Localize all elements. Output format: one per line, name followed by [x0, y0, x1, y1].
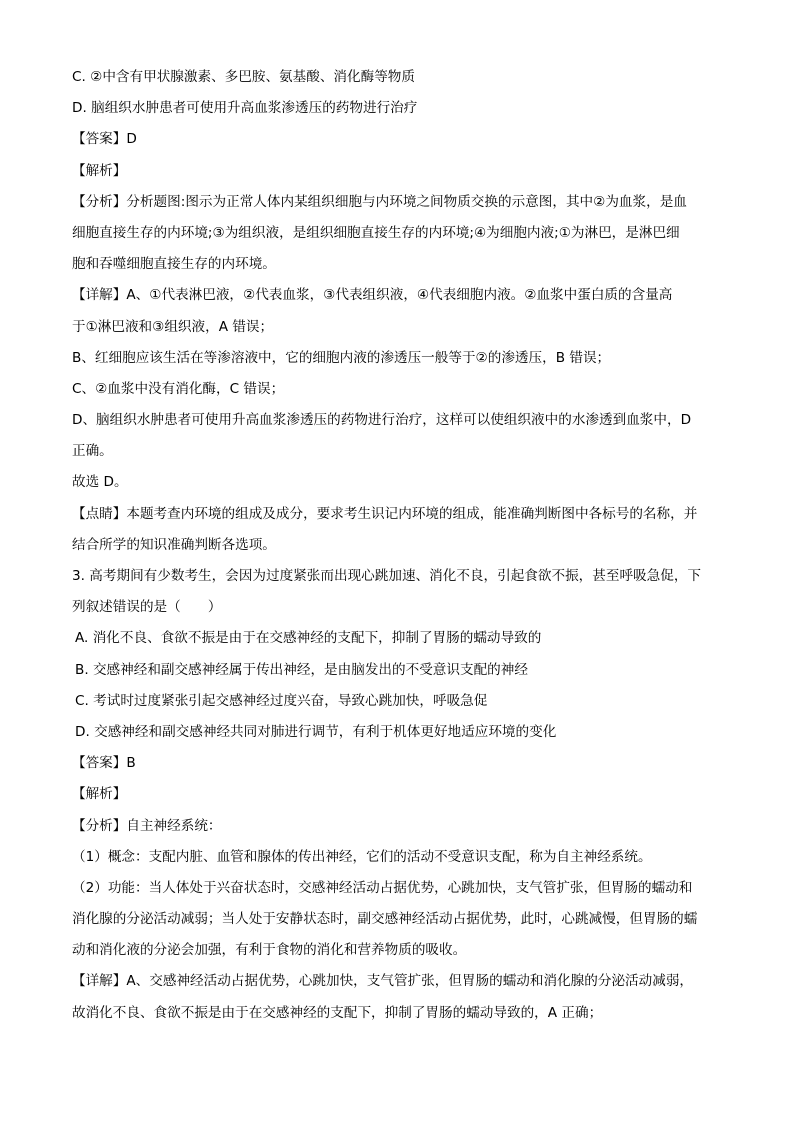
analysis-text: 胞和吞噬细胞直接生存的内环境。: [72, 256, 276, 273]
detail-text: B、红细胞应该生活在等渗溶液中，它的细胞内液的渗透压一般等于②的渗透压，B 错误；: [72, 349, 611, 366]
analysis-text: 【分析】自主神经系统：: [72, 817, 222, 834]
detail-text: 【详解】A、交感神经活动占据优势，心跳加快，支气管扩张，但胃肠的蠕动和消化腺的分泌活动减弱，: [72, 973, 694, 990]
answer-label: 【答案】B: [72, 755, 136, 772]
analysis-text: 细胞直接生存的内环境;③为组织液，是组织细胞直接生存的内环境;④为细胞内液;①为淋巴，是淋巴细: [72, 224, 680, 241]
comment-text: 【点睛】本题考查内环境的组成及成分，要求考生识记内环境的组成，能准确判断图中各标号的名称，并: [72, 505, 698, 522]
option-c: C. 考试时过度紧张引起交感神经过度兴奋，导致心跳加快，呼吸急促: [75, 692, 488, 709]
comment-text: 结合所学的知识准确判断各选项。: [72, 536, 276, 553]
analysis-label: 【解析】: [72, 162, 127, 179]
option-a: A. 消化不良、食欲不振是由于在交感神经的支配下，抑制了胃肠的蠕动导致的: [75, 630, 542, 647]
detail-text: 故消化不良、食欲不振是由于在交感神经的支配下，抑制了胃肠的蠕动导致的，A 正确；: [72, 1004, 603, 1021]
answer-label: 【答案】D: [72, 131, 137, 148]
choice-result: 故选 D。: [72, 474, 128, 491]
detail-text: 【详解】A、①代表淋巴液，②代表血浆，③代表组织液，④代表细胞内液。②血浆中蛋白质的含量高: [72, 287, 673, 304]
detail-text: D、脑组织水肿患者可使用升高血浆渗透压的药物进行治疗，这样可以使组织液中的水渗透到血浆中，D: [72, 412, 692, 429]
option-b: B. 交感神经和副交感神经属于传出神经，是由脑发出的不受意识支配的神经: [75, 661, 528, 678]
analysis-text: 消化腺的分泌活动减弱；当人处于安静状态时，副交感神经活动占据优势，此时，心跳减慢，但胃肠的蠕: [72, 911, 698, 928]
document-page: [72, 62, 722, 1029]
detail-text: 于①淋巴液和③组织液，A 错误；: [72, 318, 274, 335]
question-stem: 列叙述错误的是（ ）: [72, 599, 222, 616]
detail-text: C、②血浆中没有消化酶，C 错误；: [72, 380, 285, 397]
question-stem: 3. 高考期间有少数考生，会因为过度紧张而出现心跳加速、消化不良，引起食欲不振，甚至呼吸急促，下: [72, 568, 702, 584]
analysis-label: 【解析】: [72, 786, 127, 803]
option-c: C. ②中含有甲状腺激素、多巴胺、氨基酸、消化酶等物质: [72, 69, 415, 85]
analysis-text: 动和消化液的分泌会加强，有利于食物的消化和营养物质的吸收。: [72, 942, 467, 959]
option-d: D. 脑组织水肿患者可使用升高血浆渗透压的药物进行治疗: [72, 100, 418, 117]
analysis-text: （2）功能：当人体处于兴奋状态时，交感神经活动占据优势，心跳加快，支气管扩张，但胃肠的蠕动和: [72, 879, 693, 896]
analysis-text: 【分析】分析题图:图示为正常人体内某组织细胞与内环境之间物质交换的示意图，其中②为血浆，是血: [72, 193, 687, 210]
detail-text: 正确。: [72, 443, 113, 460]
analysis-text: （1）概念：支配内脏、血管和腺体的传出神经，它们的活动不受意识支配，称为自主神经系统。: [72, 848, 652, 865]
option-d: D. 交感神经和副交感神经共同对肺进行调节，有利于机体更好地适应环境的变化: [75, 723, 557, 740]
